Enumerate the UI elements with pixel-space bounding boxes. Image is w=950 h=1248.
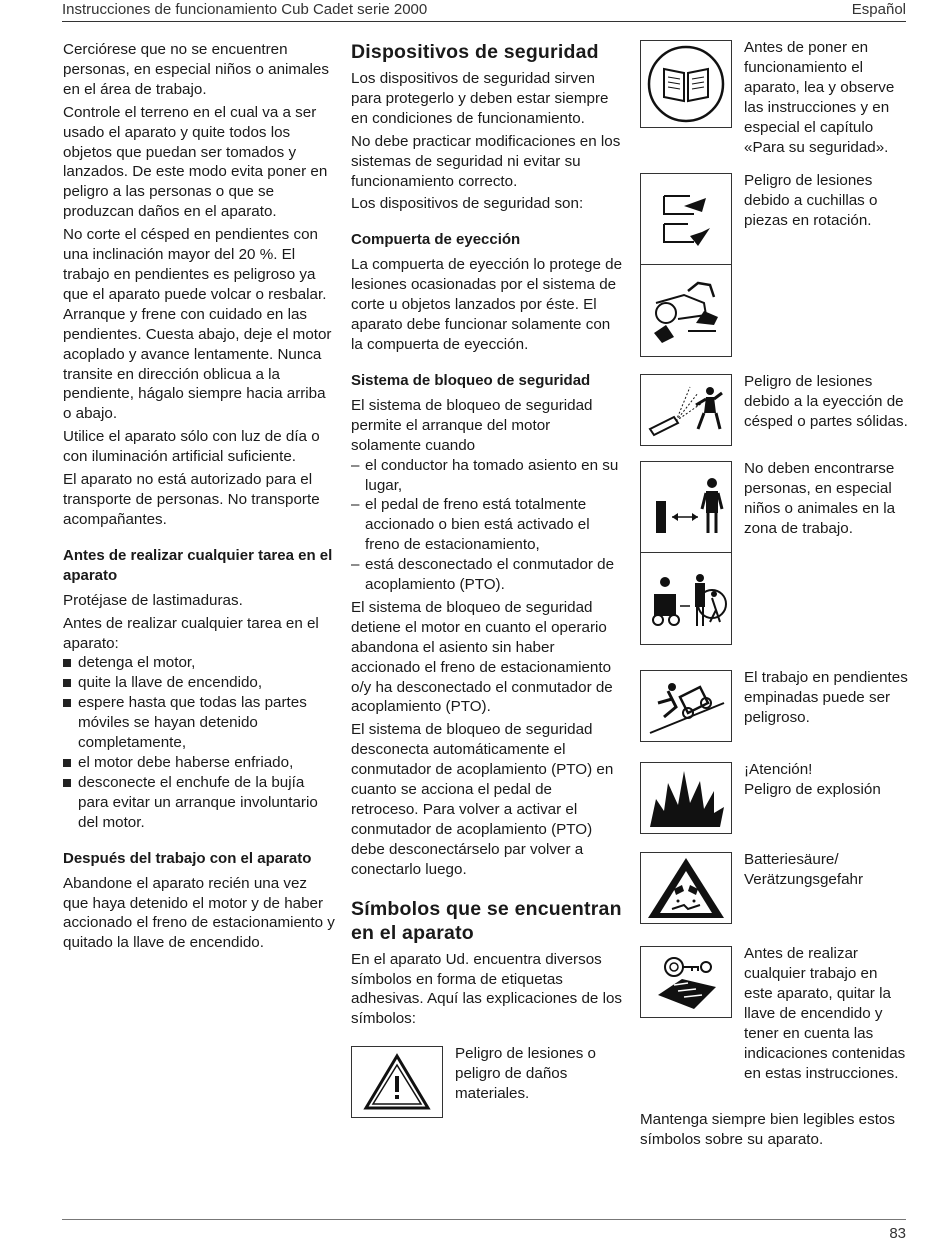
ejection-hazard-icon <box>640 374 732 446</box>
symbol-acid <box>640 852 910 924</box>
page-header <box>62 0 906 22</box>
keep-distance-icon <box>640 461 732 553</box>
children-animals-icon <box>640 553 732 645</box>
paragraph: Los dispositivos de seguridad son: <box>351 195 584 213</box>
paragraph: Los dispositivos de seguridad sirven para protegerlo y deben estar siempre en condiciones de funcionamiento. <box>351 70 609 127</box>
heading-before-work: Antes de realizar cualquier tarea en el aparato <box>63 546 333 584</box>
symbol-text: Antes de poner en funcionamiento el aparato, lea y observe las instrucciones y en especial el capítulo «Para su seguridad». <box>744 39 895 156</box>
read-manual-icon <box>640 40 732 128</box>
symbol-text-block <box>744 850 863 890</box>
list-item: – el conductor ha tomado asiento en su lugar, <box>351 456 623 496</box>
paragraph: Abandone el aparato recién una vez que haya detenido el motor y de haber accionado el freno de estacionamiento y quitado la llave de encendido. <box>63 874 335 952</box>
paragraph: Controle el terreno en el cual va a ser usado el aparato y quite todos los objetos que puedan ser tomados y lanzados. De este modo evita poner en peligro a las personas o que se produzcan daños en el aparato. <box>63 103 328 221</box>
closing-note: Mantenga siempre bien legibles estos símbolos sobre su aparato. <box>640 1110 895 1148</box>
symbol-text: Peligro de lesiones o peligro de daños materiales. <box>455 1045 596 1103</box>
bullet-list <box>63 653 335 832</box>
heading-ejection-chute: Compuerta de eyección <box>351 231 521 249</box>
paragraph: Cerciórese que no se encuentren personas, en especial niños o animales en el área de trabajo. <box>63 41 329 98</box>
symbol-distance-stack <box>640 461 732 645</box>
symbol-text: Peligro de lesiones debido a la eyección de césped o partes sólidas. <box>744 373 908 431</box>
heading-safety-devices: Dispositivos de seguridad <box>351 41 599 63</box>
symbol-warning <box>351 1046 623 1118</box>
symbol-blades <box>640 173 910 357</box>
heading-after-work: Después del trabajo con el aparato <box>63 849 312 867</box>
paragraph: No corte el césped en pendientes con una inclinación mayor del 20 %. El trabajo en pendientes es peligroso ya que el aparato puede volcar o resbalar. Arranque y frene con cuidado en las pendientes. Cuesta abajo, deje el motor acoplado y avance lentamente. Nunca transite en dirección oblicua a la pendiente, hágalo siempre hacia arriba o abajo. <box>63 226 332 423</box>
heading-safety-lock: Sistema de bloqueo de seguridad <box>351 371 591 389</box>
symbol-manual <box>640 40 910 157</box>
symbol-text: El trabajo en pendientes empinadas puede ser peligroso. <box>744 669 908 727</box>
symbol-explosion <box>640 762 910 834</box>
footer-rule <box>62 1219 906 1220</box>
page-number: 83 <box>889 1225 906 1242</box>
list-item: desconecte el enchufe de la bujía para evitar un arranque involuntario del motor. <box>63 773 335 833</box>
paragraph: El sistema de bloqueo de seguridad detiene el motor en cuanto el operario abandona el asiento sin haber accionado el freno de estacionamiento o/y ha desconectado el conmutador de acoplamiento (PTO). <box>351 598 613 716</box>
paragraph: No debe practicar modificaciones en los sistemas de seguridad ni evitar su funcionamiento correcto. <box>351 132 621 190</box>
symbol-text: ¡Atención! <box>744 761 813 779</box>
paragraph: El sistema de bloqueo de seguridad permite el arranque del motor solamente cuando <box>351 396 593 454</box>
slope-hazard-icon <box>640 670 732 742</box>
symbol-text: No deben encontrarse personas, en especial niños o animales en la zona de trabajo. <box>744 460 896 538</box>
symbol-ejection <box>640 374 910 446</box>
dash-list <box>351 456 623 595</box>
list-item: el motor debe haberse enfriado, <box>63 753 335 773</box>
list-item: detenga el motor, <box>63 653 335 673</box>
symbol-slope <box>640 670 910 742</box>
symbol-text: Antes de realizar cualquier trabajo en este aparato, quitar la llave de encendido y tener en cuenta las indicaciones contenidas en estas instrucciones. <box>744 945 906 1082</box>
column-right <box>640 40 910 1153</box>
explosion-icon <box>640 762 732 834</box>
list-item: espere hasta que todas las partes móviles se hayan detenido completamente, <box>63 693 335 753</box>
paragraph: Utilice el aparato sólo con luz de día o con iluminación artificial suficiente. <box>63 428 320 466</box>
paragraph: La compuerta de eyección lo protege de lesiones ocasionadas por el sistema de corte u objetos lanzados por éste. El aparato debe funcionar solamente con la compuerta de eyección. <box>351 256 623 353</box>
symbol-key <box>640 946 910 1083</box>
column-left <box>63 40 335 956</box>
rotating-blade-icon <box>640 173 732 265</box>
list-item: – el pedal de freno está totalmente accionado o bien está activado el freno de estacionamiento, <box>351 495 623 555</box>
symbol-text: Verätzungsgefahr <box>744 871 864 889</box>
list-item: quite la llave de encendido, <box>63 673 335 693</box>
list-item: – está desconectado el conmutador de acoplamiento (PTO). <box>351 555 623 595</box>
remove-key-icon <box>640 946 732 1018</box>
mower-blade-hazard-icon <box>640 265 732 357</box>
column-middle <box>351 40 623 1118</box>
heading-symbols: Símbolos que se encuentran en el aparato <box>351 897 622 944</box>
symbol-blades-stack <box>640 173 732 357</box>
symbol-text-block <box>744 760 881 800</box>
paragraph: El aparato no está autorizado para el transporte de personas. No transporte acompañantes. <box>63 471 320 528</box>
warning-triangle-icon <box>351 1046 443 1118</box>
symbol-distance <box>640 461 910 645</box>
symbol-text: Peligro de lesiones debido a cuchillas o piezas en rotación. <box>744 172 878 230</box>
paragraph: Protéjase de lastimaduras. <box>63 591 243 609</box>
symbol-text: Peligro de explosión <box>744 781 881 799</box>
paragraph: Antes de realizar cualquier tarea en el aparato: <box>63 614 319 652</box>
header-title: Instrucciones de funcionamiento Cub Cadet serie 2000 <box>62 1 428 18</box>
paragraph: El sistema de bloqueo de seguridad desconecta automáticamente el conmutador de acoplamiento (PTO) en cuanto se acciona el pedal de retroceso. Para volver a activar el conmutador de acoplamiento (PTO) debe desconectárselo par volver a conectarlo luego. <box>351 721 614 878</box>
symbol-text: Batteriesäure/ <box>744 851 839 869</box>
header-language: Español <box>851 1 906 18</box>
paragraph: En el aparato Ud. encuentra diversos símbolos en forma de etiquetas adhesivas. Aquí las explicaciones de los símbolos: <box>351 950 623 1028</box>
battery-acid-icon <box>640 852 732 924</box>
